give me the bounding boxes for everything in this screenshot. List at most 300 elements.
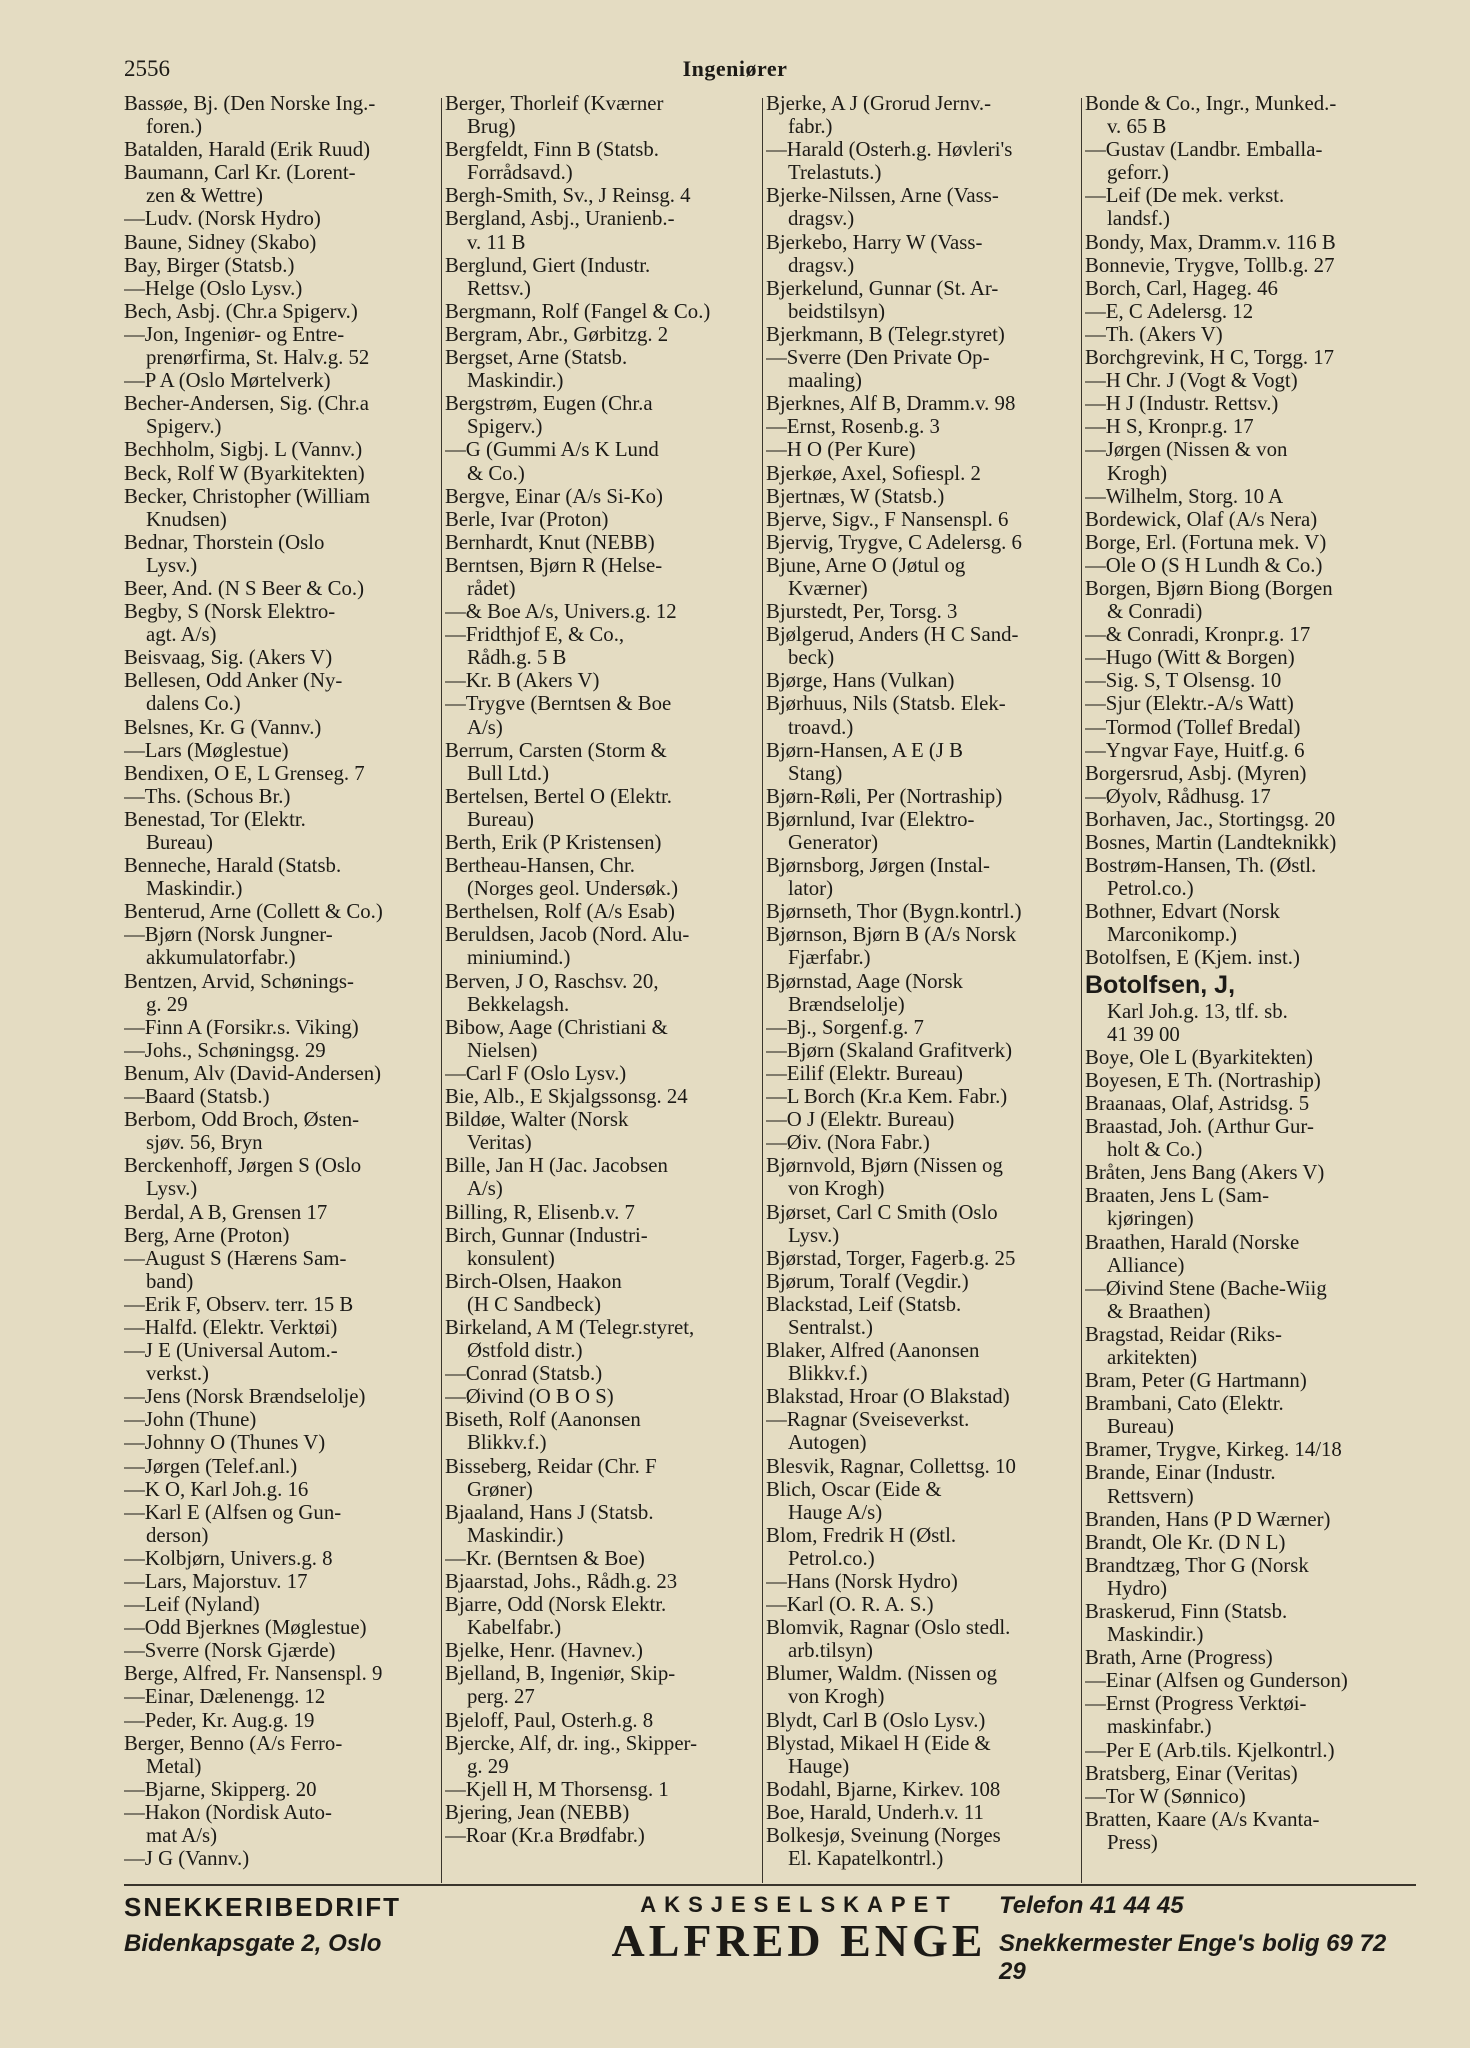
directory-line: —Halfd. (Elektr. Verktøi) [124,1315,338,1339]
directory-line: —Fridthjof E, & Co., [445,623,625,647]
directory-line: Bisseberg, Reidar (Chr. F [445,1454,657,1478]
directory-line: —Conrad (Statsb.) [445,1362,603,1386]
directory-line: Beisvaag, Sig. (Akers V) [124,646,333,670]
directory-line: Berntsen, Bjørn R (Helse- [445,553,663,577]
directory-line: Bjurstedt, Per, Torsg. 3 [766,600,958,624]
column-divider [441,98,442,1883]
directory-line: Berge, Alfred, Fr. Nansenspl. 9 [124,1662,383,1686]
directory-line: Beruldsen, Jacob (Nord. Alu- [445,923,690,947]
directory-line: Bay, Birger (Statsb.) [124,253,295,277]
directory-line: Bjørnsborg, Jørgen (Instal- [766,854,990,878]
directory-line: Bram, Peter (G Hartmann) [1085,1369,1307,1393]
directory-line: Bildøe, Walter (Norsk [445,1108,629,1132]
directory-line: Braanaas, Olaf, Astridsg. 5 [1085,1091,1310,1115]
directory-line: Bramer, Trygve, Kirkeg. 14/18 [1085,1438,1342,1462]
directory-line: Trelastuts.) [788,161,882,185]
directory-line: Bentzen, Arvid, Schønings- [124,969,354,993]
directory-line: Bendixen, O E, L Grenseg. 7 [124,761,365,785]
directory-line: Bjarre, Odd (Norsk Elektr. [445,1593,667,1617]
advertisement [124,1890,1416,1985]
directory-line: Bjørn-Hansen, A E (J B [766,738,963,762]
directory-line: Fjærfabr.) [788,946,871,970]
directory-line: Bjørset, Carl C Smith (Oslo [766,1200,998,1224]
directory-line: band) [146,1269,194,1293]
directory-line: Berg, Arne (Proton) [124,1223,290,1247]
directory-line: Brug) [467,115,516,139]
directory-line: Berglund, Giert (Industr. [445,253,651,277]
directory-line: —Sig. S, T Olsensg. 10 [1085,669,1282,693]
directory-line: Veritas) [467,1131,532,1155]
directory-line: Batalden, Harald (Erik Ruud) [124,138,371,162]
directory-line: Blumer, Waldm. (Nissen og [766,1662,998,1686]
directory-line: Birch-Olsen, Haakon [445,1269,622,1293]
directory-line: Brandt, Ole Kr. (D N L) [1085,1530,1286,1554]
directory-line: Lysv.) [146,553,198,577]
directory-line: perg. 27 [467,1685,535,1709]
directory-line: konsulent) [467,1246,555,1270]
directory-line: Boyesen, E Th. (Nortraship) [1085,1068,1321,1092]
directory-line: maaling) [788,369,862,393]
directory-line: —J G (Vannv.) [124,1847,250,1871]
directory-line: Bjølgerud, Anders (H C Sand- [766,623,1019,647]
directory-line: Bragstad, Reidar (Riks- [1085,1322,1282,1346]
directory-line: —Bj., Sorgenf.g. 7 [766,1015,924,1039]
directory-line: —& Conradi, Kronpr.g. 17 [1085,623,1311,647]
directory-line: Bosnes, Martin (Landteknikk) [1085,831,1337,854]
directory-line: —Carl F (Oslo Lysv.) [445,1061,627,1085]
directory-line: Birkeland, A M (Telegr.styret, [445,1315,695,1339]
directory-line: —Jørgen (Nissen & von [1085,438,1288,462]
column-4 [1085,92,1415,1854]
directory-line: dragsv.) [788,207,855,231]
column-divider [1081,98,1082,1883]
directory-line: —Jørgen (Telef.anl.) [124,1454,298,1478]
column-1 [124,92,442,1870]
directory-line: Braskerud, Finn (Statsb. [1085,1600,1288,1623]
directory-line: —Helge (Oslo Lysv.) [124,276,303,300]
directory-line: Maskindir.) [146,877,243,901]
footer-rule [124,1884,1416,1886]
directory-line: Bjerkøe, Axel, Sofiespl. 2 [766,461,981,485]
directory-line: kjøringen) [1107,1207,1194,1231]
directory-line: Bjørnlund, Ivar (Elektro- [766,807,975,831]
directory-line: Bjørnson, Bjørn B (A/s Norsk [766,923,1017,947]
directory-line: Bjerkelund, Gunnar (St. Ar- [766,276,999,300]
directory-line: Bjervig, Trygve, C Adelersg. 6 [766,530,1022,554]
directory-line: dalens Co.) [146,692,241,716]
directory-line: arb.tilsyn) [788,1639,873,1663]
directory-line: Marconikomp.) [1107,923,1237,947]
directory-line: —J E (Universal Autom.- [124,1339,338,1363]
directory-line: Bernhardt, Knut (NEBB) [445,530,655,554]
directory-line: troavd.) [788,715,854,739]
directory-line: —Gustav (Landbr. Emballa- [1085,138,1323,162]
directory-line: sjøv. 56, Bryn [146,1131,263,1155]
directory-line: Borchgrevink, H C, Torgg. 17 [1085,346,1335,370]
directory-line: Becker, Christopher (William [124,484,371,508]
directory-line: Boe, Harald, Underh.v. 11 [766,1800,984,1824]
directory-line: agt. A/s) [146,623,217,647]
directory-line: —H O (Per Kure) [766,438,916,462]
directory-line: Bille, Jan H (Jac. Jacobsen [445,1154,668,1178]
directory-line: Berdal, A B, Grensen 17 [124,1200,328,1224]
directory-line: —H Chr. J (Vogt & Vogt) [1085,369,1298,393]
directory-line: —Ole O (S H Lundh & Co.) [1085,553,1323,577]
directory-line: Blystad, Mikael H (Eide & [766,1731,991,1755]
directory-line: Bertheau-Hansen, Chr. [445,854,636,878]
directory-line: Bergset, Arne (Statsb. [445,346,628,370]
directory-line: Østfold distr.) [467,1339,583,1363]
directory-line: Billing, R, Elisenb.v. 7 [445,1200,635,1224]
directory-line: arkitekten) [1107,1345,1198,1369]
directory-line: A/s) [467,715,503,739]
directory-line: Borge, Erl. (Fortuna mek. V) [1085,530,1327,554]
directory-line: maskinfabr.) [1107,1715,1212,1739]
directory-line: fabr.) [788,115,833,139]
directory-line: Bjune, Arne O (Jøtul og [766,553,966,577]
directory-line: —Bjarne, Skipperg. 20 [124,1777,317,1801]
directory-line: —Einar, Dælenengg. 12 [124,1685,326,1709]
directory-line: lator) [788,877,834,901]
ad-home-phone: Snekkermester Enge's bolig 69 72 29 [999,1930,1387,1985]
directory-line: Bergstrøm, Eugen (Chr.a [445,392,653,416]
directory-line: Beer, And. (N S Beer & Co.) [124,576,365,600]
directory-line: von Krogh) [788,1177,885,1201]
directory-line: A/s) [467,1177,503,1201]
directory-line: Bibow, Aage (Christiani & [445,1015,668,1039]
directory-line: v. 65 B [1107,115,1167,139]
directory-line: Bonde & Co., Ingr., Munked.- [1085,92,1337,115]
directory-line: (Norges geol. Undersøk.) [467,877,679,901]
directory-line: Berrum, Carsten (Storm & [445,738,667,762]
directory-line: Autogen) [788,1431,867,1455]
directory-line: Bjelland, B, Ingeniør, Skip- [445,1662,676,1686]
directory-line: —Jens (Norsk Brændselolje) [124,1385,366,1409]
directory-line: Bassøe, Bj. (Den Norske Ing.- [124,92,376,115]
directory-line: Bjørn-Røli, Per (Nortraship) [766,784,1003,808]
directory-line: Bureau) [146,831,213,854]
directory-line: Bellesen, Odd Anker (Ny- [124,669,343,693]
directory-line: —Ragnar (Sveiseverkst. [766,1408,970,1432]
directory-line: —H S, Kronpr.g. 17 [1085,415,1254,439]
directory-line: Bergfeldt, Finn B (Statsb. [445,138,659,162]
directory-line: Bodahl, Bjarne, Kirkev. 108 [766,1777,1001,1801]
directory-line: beck) [788,646,835,670]
directory-line: Bech, Asbj. (Chr.a Spigerv.) [124,299,358,323]
directory-line: —Peder, Kr. Aug.g. 19 [124,1708,315,1732]
directory-line: g. 29 [146,992,188,1016]
directory-line: Berger, Thorleif (Kværner [445,92,664,115]
column-2 [445,92,763,1847]
directory-line: —Johs., Schøningsg. 29 [124,1038,326,1062]
directory-line: —Øiv. (Nora Fabr.) [766,1131,930,1155]
directory-line: Bjaaland, Hans J (Statsb. [445,1500,654,1524]
directory-line: Benestad, Tor (Elektr. [124,807,306,831]
directory-line: Bjercke, Alf, dr. ing., Skipper- [445,1731,697,1755]
directory-line: —Roar (Kr.a Brødfabr.) [445,1824,645,1848]
directory-line: Berven, J O, Raschsv. 20, [445,969,659,993]
directory-line: —Th. (Akers V) [1085,322,1223,346]
directory-line: Bull Ltd.) [467,761,550,785]
directory-line: Berckenhoff, Jørgen S (Oslo [124,1154,362,1178]
directory-line: Rettsv.) [467,276,531,300]
directory-line: Generator) [788,831,879,854]
directory-line: Bjørnseth, Thor (Bygn.kontrl.) [766,900,1022,924]
directory-line: Botolfsen, J, [1085,970,1236,999]
directory-line: dragsv.) [788,253,855,277]
directory-line: —Johnny O (Thunes V) [124,1431,326,1455]
directory-line: —Ernst, Rosenb.g. 3 [766,415,940,439]
directory-line: Krogh) [1107,461,1168,485]
directory-line: —Lars, Majorstuv. 17 [124,1570,308,1593]
directory-line: Baumann, Carl Kr. (Lorent- [124,161,356,185]
directory-line: Karl Joh.g. 13, tlf. sb. [1107,999,1288,1023]
directory-line: & Braathen) [1107,1299,1211,1323]
directory-line: —Leif (De mek. verkst. [1085,184,1285,208]
directory-line: —Yngvar Faye, Huitf.g. 6 [1085,738,1305,762]
directory-line: —Ludv. (Norsk Hydro) [124,207,321,231]
directory-line: Bolkesjø, Sveinung (Norges [766,1824,1001,1848]
directory-line: Bjørhuus, Nils (Statsb. Elek- [766,692,1006,716]
directory-line: —Øivind Stene (Bache-Wiig [1085,1276,1327,1300]
directory-line: Bondy, Max, Dramm.v. 116 B [1085,230,1336,254]
directory-line: v. 11 B [467,230,526,254]
directory-line: —Sjur (Elektr.-A/s Watt) [1085,692,1294,716]
directory-line: Berger, Benno (A/s Ferro- [124,1731,343,1755]
directory-line: Bjerkmann, B (Telegr.styret) [766,322,1005,346]
directory-line: Forrådsavd.) [467,161,573,185]
directory-line: Benneche, Harald (Statsb. [124,854,342,878]
directory-line: Lysv.) [146,1177,198,1201]
directory-line: Bednar, Thorstein (Oslo [124,530,325,554]
directory-line: prenørfirma, St. Halv.g. 52 [146,346,370,370]
directory-line: Borhaven, Jac., Stortingsg. 20 [1085,807,1336,831]
directory-line: —P A (Oslo Mørtelverk) [124,369,331,393]
directory-line: —Kolbjørn, Univers.g. 8 [124,1546,333,1570]
directory-line: —G (Gummi A/s K Lund [445,438,659,462]
directory-line: Benterud, Arne (Collett & Co.) [124,900,383,924]
directory-line: Nielsen) [467,1038,538,1062]
directory-line: Blom, Fredrik H (Østl. [766,1523,957,1547]
directory-line: Beck, Rolf W (Byarkitekten) [124,461,365,485]
directory-line: —Tor W (Sønnico) [1085,1784,1246,1808]
directory-line: Blydt, Carl B (Oslo Lysv.) [766,1708,986,1732]
directory-line: derson) [146,1523,209,1547]
directory-line: Maskindir.) [467,369,564,393]
directory-line: El. Kapatelkontrl.) [788,1847,944,1871]
directory-line: —Wilhelm, Storg. 10 A [1085,484,1284,508]
directory-line: —Per E (Arb.tils. Kjelkontrl.) [1085,1738,1335,1762]
directory-line: Petrol.co.) [788,1546,875,1570]
directory-line: Biseth, Rolf (Aanonsen [445,1408,641,1432]
directory-line: Baune, Sidney (Skabo) [124,230,317,254]
directory-line: geforr.) [1107,161,1169,185]
directory-line: Brath, Arne (Progress) [1085,1646,1273,1670]
directory-line: Hydro) [1107,1576,1168,1600]
directory-line: Brambani, Cato (Elektr. [1085,1392,1284,1416]
directory-line: Braaten, Jens L (Sam- [1085,1184,1270,1208]
directory-line: Knudsen) [146,507,227,531]
directory-line: Bjørnvold, Bjørn (Nissen og [766,1154,1003,1178]
directory-line: —Hans (Norsk Hydro) [766,1570,958,1593]
directory-line: Lysv.) [788,1223,840,1247]
directory-line: Benum, Alv (David-Andersen) [124,1061,382,1085]
directory-line: Berth, Erik (P Kristensen) [445,831,662,854]
directory-line: —Ernst (Progress Verktøi- [1085,1692,1307,1716]
directory-line: Braathen, Harald (Norske [1085,1230,1300,1254]
directory-line: akkumulatorfabr.) [146,946,296,970]
directory-line: Blakstad, Hroar (O Blakstad) [766,1385,1010,1409]
directory-line: —Øyolv, Rådhusg. 17 [1085,784,1271,808]
directory-line: Braastad, Joh. (Arthur Gur- [1085,1115,1314,1139]
ad-phone: Telefon 41 44 45 [999,1892,1184,1919]
directory-line: —Odd Bjerknes (Møglestue) [124,1616,367,1640]
directory-line: foren.) [146,115,203,139]
directory-line: Bratten, Kaare (A/s Kvanta- [1085,1807,1320,1831]
directory-line: Petrol.co.) [1107,877,1194,901]
directory-line: Maskindir.) [1107,1623,1204,1647]
directory-line: Borgersrud, Asbj. (Myren) [1085,761,1307,785]
directory-line: Bråten, Jens Bang (Akers V) [1085,1161,1325,1185]
directory-line: Berle, Ivar (Proton) [445,507,609,531]
directory-line: —Baard (Statsb.) [124,1085,270,1109]
directory-line: landsf.) [1107,207,1170,231]
directory-line: Borch, Carl, Hageg. 46 [1085,276,1278,300]
directory-line: —John (Thune) [124,1408,257,1432]
directory-line: Metal) [146,1754,202,1778]
directory-line: Bothner, Edvart (Norsk [1085,900,1280,924]
directory-line: Grøner) [467,1477,533,1501]
column-3 [766,92,1084,1870]
directory-line: Blesvik, Ragnar, Collettsg. 10 [766,1454,1016,1478]
directory-line: —L Borch (Kr.a Kem. Fabr.) [766,1085,1008,1109]
directory-line: Bie, Alb., E Skjalgssonsg. 24 [445,1085,688,1109]
directory-line: —Bjørn (Skaland Grafitverk) [766,1038,1013,1062]
directory-line: Blomvik, Ragnar (Oslo stedl. [766,1616,1011,1640]
directory-line: —Harald (Osterh.g. Høvleri's [766,138,1013,162]
directory-line: rådet) [467,576,516,600]
directory-line: Bjerkebo, Harry W (Vass- [766,230,983,254]
directory-line: Sentralst.) [788,1315,873,1339]
directory-line: Bjerve, Sigv., F Nansenspl. 6 [766,507,1009,531]
directory-line: —E, C Adelersg. 12 [1085,299,1254,323]
directory-line: miniumind.) [467,946,571,970]
directory-line: —Hugo (Witt & Borgen) [1085,646,1295,670]
directory-line: Bergland, Asbj., Uranienb.- [445,207,675,231]
page-number: 2556 [124,56,170,81]
directory-line: Bjertnæs, W (Statsb.) [766,484,945,508]
directory-line: Bjering, Jean (NEBB) [445,1800,630,1824]
directory-line: —Kr. (Berntsen & Boe) [445,1546,645,1570]
directory-line: —Erik F, Observ. terr. 15 B [124,1292,354,1316]
directory-line: Bonnevie, Trygve, Tollb.g. 27 [1085,253,1335,277]
directory-line: —Øivind (O B O S) [445,1385,614,1409]
directory-line: —H J (Industr. Rettsv.) [1085,392,1279,416]
directory-line: —Einar (Alfsen og Gunderson) [1085,1669,1348,1693]
directory-line: Spigerv.) [146,415,222,439]
directory-line: —Finn A (Forsikr.s. Viking) [124,1015,359,1039]
directory-line: Bureau) [467,807,534,831]
directory-line: Bertelsen, Bertel O (Elektr. [445,784,672,808]
directory-line: Stang) [788,761,843,785]
directory-line: Bjørstad, Torger, Fagerb.g. 25 [766,1246,1016,1270]
directory-line: Blikkv.f.) [467,1431,547,1455]
directory-line: von Krogh) [788,1685,885,1709]
directory-line: Bechholm, Sigbj. L (Vannv.) [124,438,363,462]
directory-line: & Co.) [467,461,525,485]
directory-line: Berbom, Odd Broch, Østen- [124,1108,360,1132]
ad-company-name: ALFRED ENGE [611,1915,987,1966]
directory-line: Kabelfabr.) [467,1616,562,1640]
directory-line: Boye, Ole L (Byarkitekten) [1085,1045,1313,1069]
directory-line: —O J (Elektr. Bureau) [766,1108,955,1132]
directory-line: verkst.) [146,1362,209,1386]
directory-line: Begby, S (Norsk Elektro- [124,600,336,624]
directory-line: Rådh.g. 5 B [467,646,567,670]
directory-line: Alliance) [1107,1253,1185,1277]
directory-line: Branden, Hans (P D Wærner) [1085,1507,1331,1531]
directory-line: Bergmann, Rolf (Fangel & Co.) [445,299,711,323]
directory-line: Bjerknes, Alf B, Dramm.v. 98 [766,392,1016,416]
ad-prefix: AKSJESELSKAPET [640,1892,958,1917]
directory-line: & Conradi) [1107,600,1203,624]
directory-line: —Kr. B (Akers V) [445,669,600,693]
directory-line: mat A/s) [146,1824,218,1848]
directory-line: —Leif (Nyland) [124,1593,260,1617]
column-divider [762,98,763,1883]
directory-line: Becher-Andersen, Sig. (Chr.a [124,392,370,416]
directory-line: Maskindir.) [467,1523,564,1547]
directory-line: —& Boe A/s, Univers.g. 12 [445,600,677,624]
directory-line: Bureau) [1107,1415,1174,1439]
directory-line: Bjørge, Hans (Vulkan) [766,669,955,693]
directory-line: —Kjell H, M Thorsensg. 1 [445,1777,669,1801]
directory-line: Brændselolje) [788,992,905,1016]
directory-line: Bordewick, Olaf (A/s Nera) [1085,507,1318,531]
directory-line: g. 29 [467,1754,509,1778]
directory-line: Blikkv.f.) [788,1362,868,1386]
directory-line: Hauge A/s) [788,1500,883,1524]
ad-company-type: SNEKKERIBEDRIFT [124,1892,402,1922]
directory-line: Bjørnstad, Aage (Norsk [766,969,963,993]
directory-line: Kværner) [788,576,868,600]
directory-line: —Eilif (Elektr. Bureau) [766,1061,963,1085]
directory-line: —Tormod (Tollef Bredal) [1085,715,1301,739]
directory-line: Spigerv.) [467,415,543,439]
directory-line: holt & Co.) [1107,1138,1203,1162]
directory-line: Blich, Oscar (Eide & [766,1477,942,1501]
directory-line: Bergve, Einar (A/s Si-Ko) [445,484,663,508]
directory-line: —Sverre (Norsk Gjærde) [124,1639,336,1663]
directory-line: —K O, Karl Joh.g. 16 [124,1477,309,1501]
directory-line: —Ths. (Schous Br.) [124,784,291,808]
directory-line: Bergh-Smith, Sv., J Reinsg. 4 [445,184,691,208]
directory-line: Brande, Einar (Industr. [1085,1461,1276,1485]
directory-line: Bjeloff, Paul, Osterh.g. 8 [445,1708,654,1732]
directory-line: —Hakon (Nordisk Auto- [124,1800,332,1824]
directory-line: —Karl (O. R. A. S.) [766,1593,934,1617]
directory-line: —Karl E (Alfsen og Gun- [124,1500,342,1524]
directory-line: —Trygve (Berntsen & Boe [445,692,672,716]
directory-line: Bostrøm-Hansen, Th. (Østl. [1085,854,1317,878]
directory-line: Rettsvern) [1107,1484,1194,1508]
directory-line: —Bjørn (Norsk Jungner- [124,923,333,947]
directory-line: Botolfsen, E (Kjem. inst.) [1085,946,1300,970]
directory-line: beidstilsyn) [788,299,886,323]
directory-line: Bjørum, Toralf (Vegdir.) [766,1269,969,1293]
directory-line: Press) [1107,1830,1158,1854]
directory-line: Bekkelagsh. [467,992,570,1016]
